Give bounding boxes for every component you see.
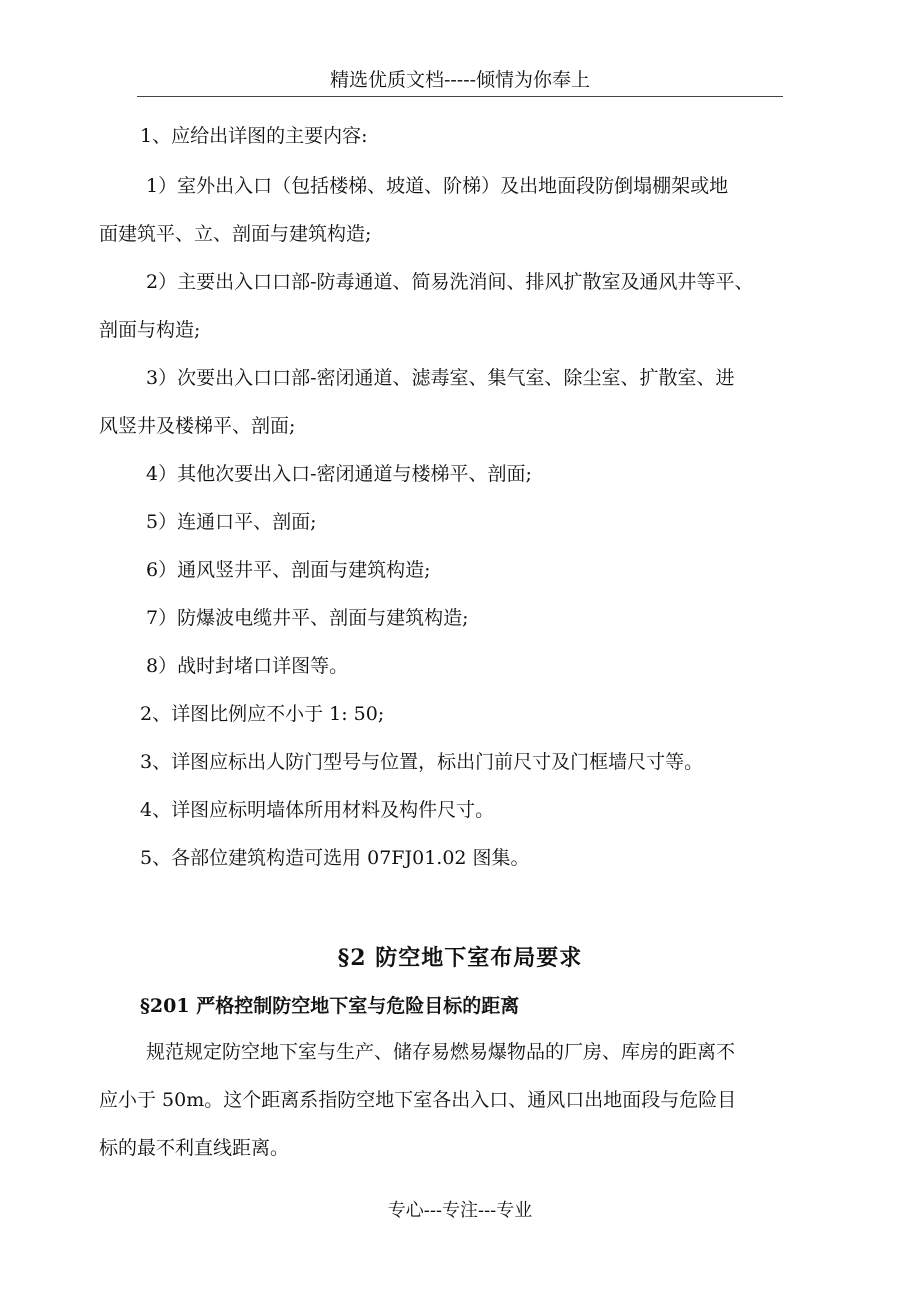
list-item: 4）其他次要出入口-密闭通道与楼梯平、剖面; (146, 463, 532, 485)
list-item: 2）主要出入口口部-防毒通道、简易洗消间、排风扩散室及通风井等平、 (146, 271, 754, 293)
list-item: 面建筑平、立、剖面与建筑构造; (99, 223, 372, 245)
list-item: 1、应给出详图的主要内容: (140, 125, 368, 147)
subsection-title: §201 严格控制防空地下室与危险目标的距离 (140, 995, 520, 1017)
list-item: 6）通风竖井平、剖面与建筑构造; (146, 559, 431, 581)
list-item: 5、各部位建筑构造可选用 07FJ01.02 图集。 (140, 847, 530, 869)
section-title: §2 防空地下室布局要求 (337, 945, 583, 971)
paragraph-line: 规范规定防空地下室与生产、储存易燃易爆物品的厂房、库房的距离不 (146, 1041, 736, 1063)
list-item: 3、详图应标出人防门型号与位置，标出门前尺寸及门框墙尺寸等。 (140, 751, 704, 773)
list-item: 8）战时封堵口详图等。 (146, 655, 349, 677)
list-item: 7）防爆波电缆井平、剖面与建筑构造; (146, 607, 469, 629)
list-item: 4、详图应标明墙体所用材料及构件尺寸。 (140, 799, 495, 821)
paragraph-line: 应小于 50m。这个距离系指防空地下室各出入口、通风口出地面段与危险目 (99, 1089, 737, 1111)
list-item: 剖面与构造; (99, 319, 201, 341)
page-footer: 专心---专注---专业 (387, 1200, 533, 1221)
paragraph-line: 标的最不利直线距离。 (99, 1137, 290, 1159)
list-item: 1）室外出入口（包括楼梯、坡道、阶梯）及出地面段防倒塌棚架或地 (146, 175, 729, 197)
list-item: 2、详图比例应不小于 1: 50; (140, 703, 385, 725)
list-item: 5）连通口平、剖面; (146, 511, 317, 533)
list-item: 3）次要出入口口部-密闭通道、滤毒室、集气室、除尘室、扩散室、进 (146, 367, 735, 389)
list-item: 风竖井及楼梯平、剖面; (99, 415, 296, 437)
page-header: 精选优质文档-----倾情为你奉上 (137, 64, 783, 97)
